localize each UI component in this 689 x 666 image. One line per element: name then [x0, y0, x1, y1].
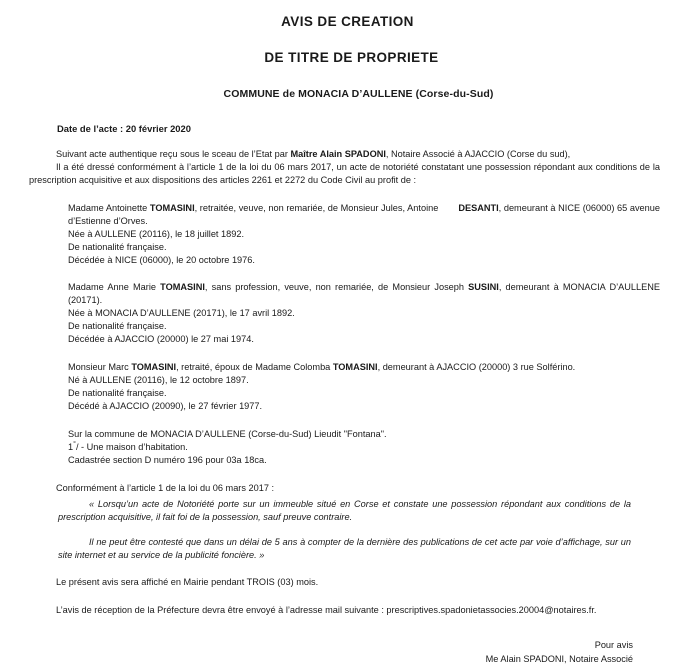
- person-name-prefix: Madame Anne Marie: [68, 282, 161, 293]
- person-name-prefix: Monsieur Marc: [68, 361, 132, 372]
- property-item: [68, 441, 660, 454]
- person-nationality-line: De nationalité française.: [68, 242, 167, 253]
- spouse-surname: SUSINI: [468, 282, 499, 293]
- legal-quote-block: [58, 498, 631, 562]
- property-item-suffix: / - Une maison d’habitation.: [75, 441, 188, 452]
- signature-block: [29, 639, 660, 666]
- property-cadastre: Cadastrée section D numéro 196 pour 03a 18ca.: [68, 454, 267, 465]
- property-location: Sur la commune de MONACIA D’AULLENE (Corse-du-Sud) Lieudit "Fontana".: [68, 428, 387, 439]
- page-title: AVIS DE CREATION: [281, 14, 414, 29]
- spouse-surname: TOMASINI: [332, 361, 378, 372]
- person-details: , retraitée, veuve, non remariée, de Monsieur Jules, Antoine: [194, 202, 439, 213]
- commune-header: COMMUNE de MONACIA D’AULLENE (Corse-du-Sud): [223, 88, 494, 101]
- document-body: [0, 100, 689, 666]
- display-notice: Le présent avis sera affiché en Mairie pendant TROIS (03) mois.: [56, 577, 319, 588]
- notary-name-bold: Maître Alain SPADONI: [290, 148, 386, 159]
- signature-line-1: Pour avis: [594, 640, 633, 651]
- person-main-line: [68, 281, 660, 307]
- person-birth-line: Née à AULLENE (20116), le 18 juillet 1892.: [68, 229, 245, 240]
- person-block: [68, 281, 660, 346]
- legal-quote-paragraph-2: Il ne peut être contesté que dans un délai de 5 ans à compter de la dernière des publications de cet acte par voie d’affichage, sur un site internet et au service de la publicité foncière. »: [58, 537, 631, 561]
- person-block: [68, 202, 660, 267]
- legal-reference-line: Conformément à l’article 1 de la loi du 06 mars 2017 :: [56, 482, 275, 493]
- mail-notice: L’avis de réception de la Préfecture devra être envoyé à l’adresse mail suivante : prescriptives.spadonietassocies.20004@notaires.fr.: [56, 605, 597, 616]
- signature-line-2: Me Alain SPADONI, Notaire Associé: [485, 653, 633, 664]
- person-death-line: Décédé à AJACCIO (20090), le 27 février 1977.: [68, 400, 263, 411]
- person-death-line: Décédée à AJACCIO (20000) le 27 mai 1974.: [68, 334, 254, 345]
- property-description: [68, 428, 660, 467]
- legal-quote-paragraph-1: « Lorsqu’un acte de Notoriété porte sur un immeuble situé en Corse et constate une possession répondant aux conditions de la prescription acquisitive, il fait foi de la possession, sauf preuve contraire.: [58, 499, 631, 523]
- person-surname: TOMASINI: [160, 282, 205, 293]
- person-details: , retraité, époux de Madame Colomba: [176, 361, 333, 372]
- person-block: [68, 361, 660, 413]
- intro-line-1-pre: Suivant acte authentique reçu sous le sceau de l’Etat par: [56, 148, 291, 159]
- person-address: , demeurant à NICE (06000) 65 avenue d’Estienne d’Orves.: [68, 202, 660, 226]
- intro-line-1-post: , Notaire Associé à AJACCIO (Corse du sud),: [385, 148, 571, 159]
- person-name-prefix: Madame Antoinette: [68, 202, 150, 213]
- person-birth-line: Né à AULLENE (20116), le 12 octobre 1897.: [68, 374, 249, 385]
- person-address: , demeurant à AJACCIO (20000) 3 rue Solférino.: [377, 361, 576, 372]
- person-surname: TOMASINI: [149, 202, 195, 213]
- person-address: , demeurant à MONACIA D’AULLENE (20171).: [68, 282, 660, 306]
- person-details: , sans profession, veuve, non remariée, de Monsieur Joseph: [204, 282, 469, 293]
- spouse-surname: DESANTI: [458, 202, 499, 213]
- page-subtitle: DE TITRE DE PROPRIETE: [264, 50, 439, 66]
- act-date: Date de l’acte : 20 février 2020: [57, 123, 191, 135]
- intro-line-2: Il a été dressé conformément à l’article 1 de la loi du 06 mars 2017, un acte de notoriété constatant une possession répondant aux conditions de la prescription acquisitive et aux dispositions des articles 2261 et 2272 du Code Civil au profit de :: [29, 161, 660, 185]
- person-main-line: [68, 202, 660, 228]
- document-header: [0, 0, 689, 100]
- property-item-number: 1: [68, 441, 74, 452]
- degree-sign-icon: °: [73, 440, 76, 448]
- person-main-line: [68, 361, 660, 374]
- person-nationality-line: De nationalité française.: [68, 387, 167, 398]
- person-death-line: Décédée à NICE (06000), le 20 octobre 1976.: [68, 255, 255, 266]
- intro-line-1: [29, 148, 660, 161]
- person-nationality-line: De nationalité française.: [68, 321, 167, 332]
- person-birth-line: Née à MONACIA D’AULLENE (20171), le 17 avril 1892.: [68, 308, 295, 319]
- person-surname: TOMASINI: [131, 361, 177, 372]
